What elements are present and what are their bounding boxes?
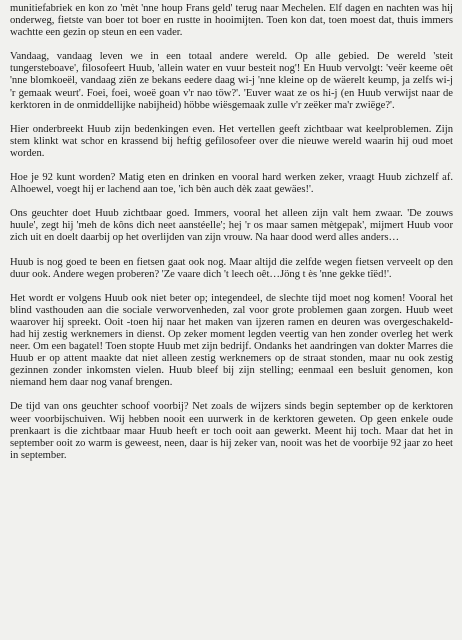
paragraph-8: De tijd van ons geuchter schoof voorbij? Net zoals de wijzers sinds begin september op de kerktoren weer voorbijschuiven. Wij hebben nooit een uurwerk in de kerktoren geweten. Op geen enkele oude prenkaart is die zichtbaar maar Huub heeft er toch ooit aan gewerkt. Meent hij toch. Maar dat het in september ooit zo warm is geweest, neen, daar is hij zeker van, nooit was het de voorbije 92 jaar zo heet in september.: [10, 401, 453, 461]
paragraph-5: Ons geuchter doet Huub zichtbaar goed. Immers, vooral het alleen zijn valt hem zwaar. 'De zouws huule', zegt hij 'meh de kôns dich neet aanstéelle'; hej 'r os maar samen mètgepak', mijmert Huub voor zich uit en doelt daarbij op het overlijden van zijn vrouw. Na haar dood werd alles anders…: [10, 208, 453, 244]
paragraph-4: Hoe je 92 kunt worden? Matig eten en drinken en vooral hard werken zeker, vraagt Huub zichzelf af. Alhoewel, voegt hij er lachend aan toe, 'ich bèn auch dèk zaat gewäes!'.: [10, 172, 453, 196]
paragraph-2: Vandaag, vandaag leven we in een totaal andere wereld. Op alle gebied. De wereld 'steit tungersteboave', filosofeert Huub, 'allein water en vuur besteit nog'! En Huub vervolgt: 'veër keeme oêt 'nne blomkoeël, vandaag ziën ze bekans eedere daag wi-j 'nne kleine op de wäerelt keump, ja zelfs wi-j 'r gemaak weurt'. Foei, foei, woeë goan v'r nao töw?'. 'Euver waat ze os hi-j (en Huub verwijst naar de kerktoren in de onmiddellijke nabijheid) höbbe wiësgemaak zulle v'r zeëker ma'r zwiëge?'.: [10, 51, 453, 111]
paragraph-6: Huub is nog goed te been en fietsen gaat ook nog. Maar altijd die zelfde wegen fietsen verveelt op den duur ook. Andere wegen proberen? 'Ze vaare dich 't leech oêt…Jöng t ès 'nne gekke tîëd!'.: [10, 256, 453, 280]
paragraph-1: munitiefabriek en kon zo 'mèt 'nne houp Frans geld' terug naar Mechelen. Elf dagen en nachten was hij onderweg, fietste van boer tot boer en rustte in hooimijten. Toen kon dat, toen moest dat, thuis immers wachtte een gezin op steun en een vader.: [10, 3, 453, 39]
paragraph-3: Hier onderbreekt Huub zijn bedenkingen even. Het vertellen geeft zichtbaar wat keelproblemen. Zijn stem klinkt wat schor en krassend bij heftig gefilosofeer over die nieuwe wereld waarin hij oud moet worden.: [10, 123, 453, 159]
paragraph-7: Het wordt er volgens Huub ook niet beter op; integendeel, de slechte tijd moet nog komen! Vooral het blind vasthouden aan die sociale verworvenheden, zal voor grote problemen gaan zorgen. Huub weet waarover hij spreekt. Ooit -toen hij naar het maken van ijzeren ramen en deuren was overgeschakeld- had hij zestig werknemers in dienst. Op zeker moment legden veertig van hen zonder overleg het werk neer. Om een bagatel! Toen stopte Huub met zijn bedrijf. Ondanks het aandringen van dokter Marres die Huub er op attent maakte dat niet alleen zestig werknemers op de straat stonden, maar nu ook zestig gezinnen zonder inkomsten vielen. Huub bleef bij zijn stelling; eenmaal een besluit genomen, kon niemand hem daar nog vanaf brengen.: [10, 292, 453, 389]
